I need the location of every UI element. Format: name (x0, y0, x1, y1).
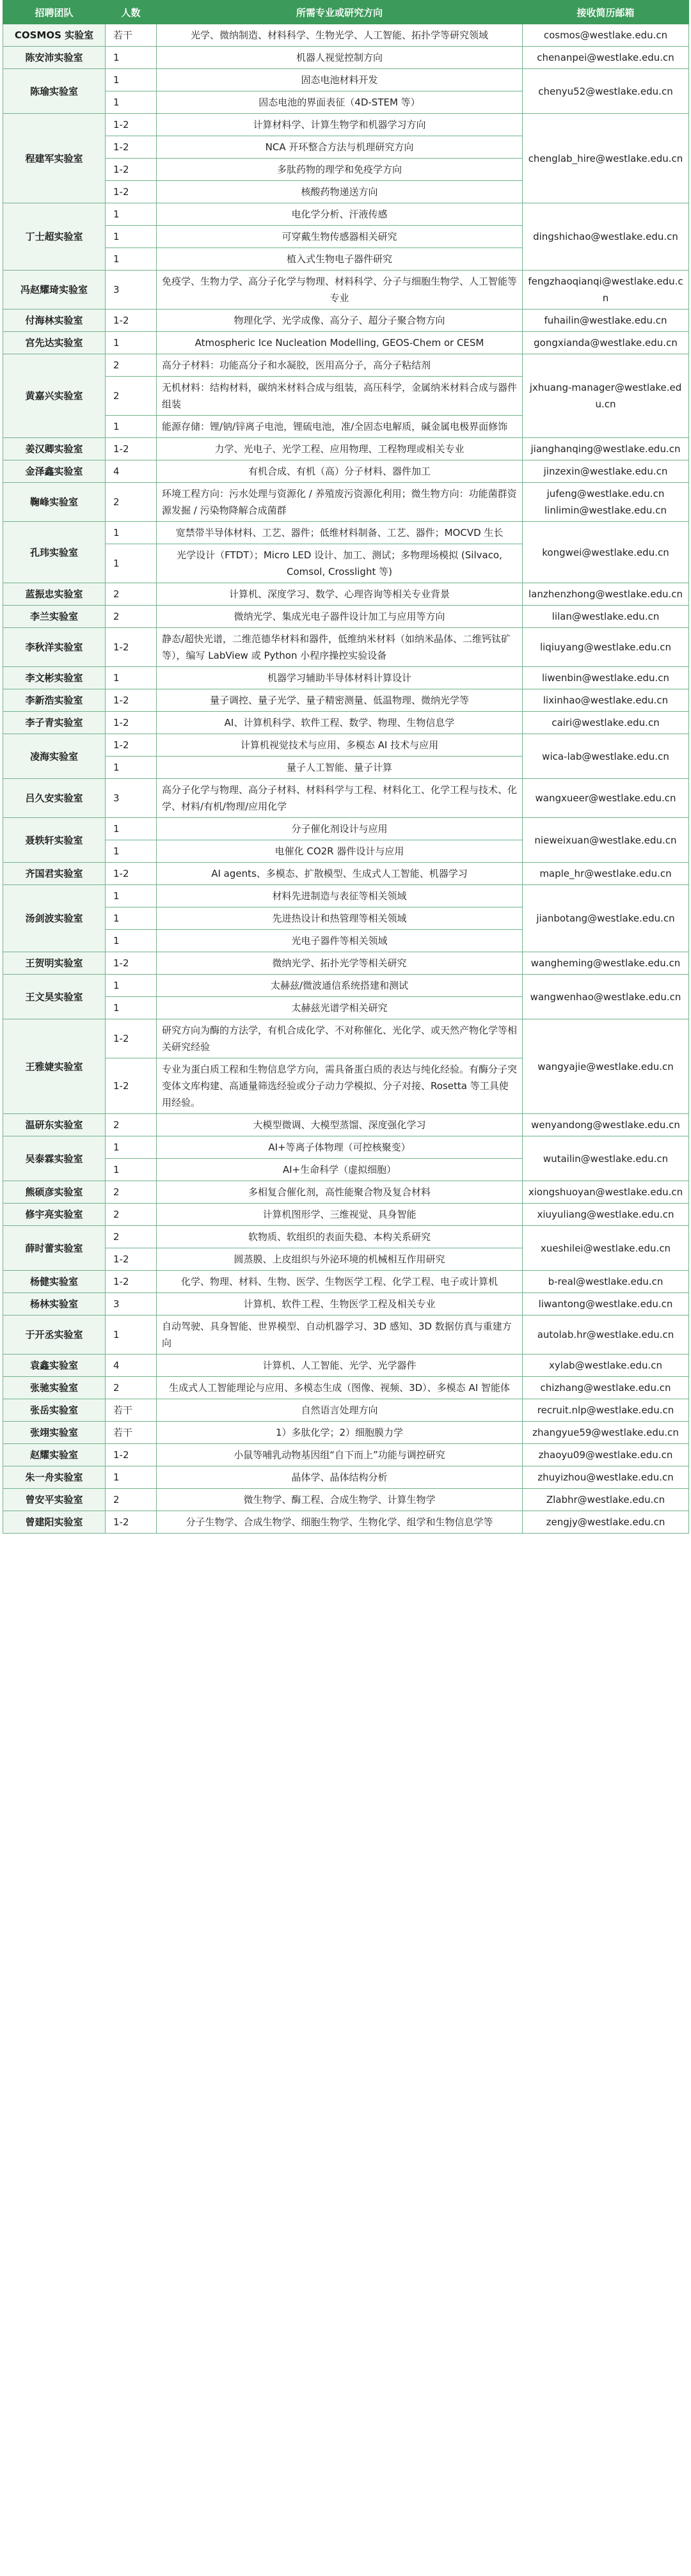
research-direction: 计算机、软件工程、生物医学工程及相关专业 (157, 1293, 523, 1315)
headcount: 2 (106, 1489, 157, 1511)
headcount: 1 (106, 930, 157, 952)
table-row (3, 438, 689, 460)
research-direction: 多相复合催化剂，高性能聚合物及复合材料 (157, 1181, 523, 1204)
headcount: 1 (106, 1159, 157, 1181)
research-direction: 专业为蛋白质工程和生物信息学方向，需具备蛋白质的表达与纯化经验。有酶分子突变体文库构建、高通量筛选经验或分子动力学模拟、分子对接、Rosetta 等工具使用经验。 (157, 1058, 523, 1114)
team-name: 姜汉卿实验室 (3, 438, 106, 460)
headcount: 2 (106, 583, 157, 606)
headcount: 1-2 (106, 159, 157, 181)
research-direction: NCA 开环整合方法与机理研究方向 (157, 136, 523, 159)
research-direction: 大模型微调、大模型蒸馏、深度强化学习 (157, 1114, 523, 1136)
contact-email[interactable]: chenglab_hire@westlake.edu.cn (523, 114, 689, 203)
table-row (3, 1355, 689, 1377)
contact-email[interactable]: wenyandong@westlake.edu.cn (523, 1114, 689, 1136)
contact-email[interactable]: wica-lab@westlake.edu.cn (523, 734, 689, 779)
research-direction: 多肽药物的理学和免疫学方向 (157, 159, 523, 181)
table-row (3, 885, 689, 907)
table-row (3, 1271, 689, 1293)
contact-email[interactable]: wutailin@westlake.edu.cn (523, 1136, 689, 1181)
research-direction: 计算机图形学、三维视觉、具身智能 (157, 1204, 523, 1226)
headcount: 1-2 (106, 1444, 157, 1466)
headcount: 1 (106, 757, 157, 779)
table-row (3, 975, 689, 997)
team-name: 李秋洋实验室 (3, 628, 106, 667)
team-name: 吕久安实验室 (3, 779, 106, 818)
headcount: 1-2 (106, 952, 157, 975)
research-direction: 环境工程方向：污水处理与资源化 / 养殖废污资源化利用；微生物方向：功能菌群资源发掘 / 污染物降解合成菌群 (157, 483, 523, 522)
contact-email[interactable]: maple_hr@westlake.edu.cn (523, 863, 689, 885)
research-direction: 微纳光学、拓扑光学等相关研究 (157, 952, 523, 975)
research-direction: 光学设计（FTDT）；Micro LED 设计、加工、测试；多物理场模拟 (Silvaco, Comsol, Crosslight 等) (157, 544, 523, 583)
table-row (3, 712, 689, 734)
research-direction: 分子生物学、合成生物学、细胞生物学、生物化学、组学和生物信息学等 (157, 1511, 523, 1534)
headcount: 1-2 (106, 1271, 157, 1293)
headcount: 1 (106, 997, 157, 1019)
headcount: 1 (106, 522, 157, 544)
contact-email[interactable]: lanzhenzhong@westlake.edu.cn (523, 583, 689, 606)
headcount: 1 (106, 47, 157, 69)
contact-email[interactable]: xiongshuoyan@westlake.edu.cn (523, 1181, 689, 1204)
team-name: 熊硕彦实验室 (3, 1181, 106, 1204)
contact-email[interactable]: jianbotang@westlake.edu.cn (523, 885, 689, 952)
team-name: 宫先达实验室 (3, 332, 106, 354)
research-direction: 可穿戴生物传感器相关研究 (157, 226, 523, 248)
headcount: 1 (106, 226, 157, 248)
contact-email[interactable]: zhaoyu09@westlake.edu.cn (523, 1444, 689, 1466)
header-team: 招聘团队 (3, 1, 106, 24)
team-name: 朱一舟实验室 (3, 1466, 106, 1489)
headcount: 3 (106, 271, 157, 310)
team-name: 付海林实验室 (3, 310, 106, 332)
contact-email[interactable]: nieweixuan@westlake.edu.cn (523, 818, 689, 863)
contact-email[interactable]: liwenbin@westlake.edu.cn (523, 667, 689, 689)
team-name: 鞠峰实验室 (3, 483, 106, 522)
table-header-row (3, 1, 689, 24)
table-row (3, 1226, 689, 1248)
contact-email[interactable]: chenanpei@westlake.edu.cn (523, 47, 689, 69)
table-row (3, 952, 689, 975)
research-direction: 电催化 CO2R 器件设计与应用 (157, 840, 523, 863)
table-row (3, 1315, 689, 1355)
team-name: 程建军实验室 (3, 114, 106, 203)
headcount: 1 (106, 818, 157, 840)
table-row (3, 734, 689, 757)
team-name: 薛时蕾实验室 (3, 1226, 106, 1271)
research-direction: 核酸药物递送方向 (157, 181, 523, 203)
team-name: 张岳实验室 (3, 1399, 106, 1422)
team-name: 李新浩实验室 (3, 689, 106, 712)
headcount: 2 (106, 1204, 157, 1226)
contact-email[interactable]: jxhuang-manager@westlake.edu.cn (523, 354, 689, 438)
table-row (3, 779, 689, 818)
table-row (3, 1422, 689, 1444)
headcount: 1-2 (106, 438, 157, 460)
contact-email[interactable]: xueshilei@westlake.edu.cn (523, 1226, 689, 1271)
table-row (3, 310, 689, 332)
table-row (3, 583, 689, 606)
headcount: 1-2 (106, 1019, 157, 1058)
table-row (3, 522, 689, 544)
table-row (3, 863, 689, 885)
table-row (3, 628, 689, 667)
headcount: 1 (106, 1136, 157, 1159)
contact-email[interactable]: wangheming@westlake.edu.cn (523, 952, 689, 975)
header-count: 人数 (106, 1, 157, 24)
headcount: 1-2 (106, 114, 157, 136)
team-name: 陈瑜实验室 (3, 69, 106, 114)
research-direction: 量子人工智能、量子计算 (157, 757, 523, 779)
table-row (3, 271, 689, 310)
contact-email[interactable]: zhuyizhou@westlake.edu.cn (523, 1466, 689, 1489)
headcount: 1-2 (106, 1058, 157, 1114)
contact-email[interactable]: Zlabhr@westlake.edu.cn (523, 1489, 689, 1511)
headcount: 1-2 (106, 712, 157, 734)
research-direction: 圆蒸膜、上皮组织与外泌环境的机械相互作用研究 (157, 1248, 523, 1271)
table-row (3, 1181, 689, 1204)
team-name: 李兰实验室 (3, 606, 106, 628)
recruitment-table (3, 0, 689, 1534)
research-direction: 计算机视觉技术与应用、多模态 AI 技术与应用 (157, 734, 523, 757)
team-name: 赵耀实验室 (3, 1444, 106, 1466)
research-direction: 化学、物理、材料、生物、医学、生物医学工程、化学工程、电子或计算机 (157, 1271, 523, 1293)
team-name: 金泽鑫实验室 (3, 460, 106, 483)
table-row (3, 1204, 689, 1226)
contact-email[interactable]: liwantong@westlake.edu.cn (523, 1293, 689, 1315)
table-row (3, 1489, 689, 1511)
research-direction: 光学、微纳制造、材料科学、生物光学、人工智能、拓扑学等研究领域 (157, 24, 523, 47)
team-name: 曾建阳实验室 (3, 1511, 106, 1534)
team-name: 修宇亮实验室 (3, 1204, 106, 1226)
headcount: 1 (106, 248, 157, 271)
headcount: 2 (106, 483, 157, 522)
headcount: 1-2 (106, 181, 157, 203)
contact-email[interactable]: jianghanqing@westlake.edu.cn (523, 438, 689, 460)
contact-email[interactable]: cairi@westlake.edu.cn (523, 712, 689, 734)
contact-email[interactable]: cosmos@westlake.edu.cn (523, 24, 689, 47)
table-body (3, 24, 689, 1534)
table-row (3, 483, 689, 522)
contact-email[interactable]: recruit.nlp@westlake.edu.cn (523, 1399, 689, 1422)
table-row (3, 1511, 689, 1534)
headcount: 1-2 (106, 628, 157, 667)
team-name: 李子青实验室 (3, 712, 106, 734)
team-name: 杨林实验室 (3, 1293, 106, 1315)
headcount: 1-2 (106, 310, 157, 332)
contact-email[interactable]: dingshichao@westlake.edu.cn (523, 203, 689, 271)
headcount: 1 (106, 975, 157, 997)
team-name: 王雅婕实验室 (3, 1019, 106, 1114)
research-direction: AI agents、多模态、扩散模型、生成式人工智能、机器学习 (157, 863, 523, 885)
research-direction: 机器人视觉控制方向 (157, 47, 523, 69)
table-row (3, 1019, 689, 1058)
team-name: 张驰实验室 (3, 1377, 106, 1399)
contact-email[interactable]: wangyajie@westlake.edu.cn (523, 1019, 689, 1114)
team-name: 杨健实验室 (3, 1271, 106, 1293)
research-direction: 软物质、软组织的表面失稳、本构关系研究 (157, 1226, 523, 1248)
table-row (3, 114, 689, 136)
team-name: 冯赵耀琦实验室 (3, 271, 106, 310)
headcount: 1 (106, 907, 157, 930)
team-name: 孔玮实验室 (3, 522, 106, 583)
table-row (3, 1293, 689, 1315)
research-direction: 1）多肽化学；2）细胞膜力学 (157, 1422, 523, 1444)
research-direction: Atmospheric Ice Nucleation Modelling, GEOS-Chem or CESM (157, 332, 523, 354)
table-row (3, 1466, 689, 1489)
research-direction: 小鼠等哺乳动物基因组“自下而上”功能与调控研究 (157, 1444, 523, 1466)
research-direction: 分子催化剂设计与应用 (157, 818, 523, 840)
headcount: 2 (106, 1181, 157, 1204)
research-direction: 材料先进制造与表征等相关领域 (157, 885, 523, 907)
headcount: 若干 (106, 1399, 157, 1422)
headcount: 1 (106, 1466, 157, 1489)
team-name: 于开丞实验室 (3, 1315, 106, 1355)
research-direction: 机器学习辅助半导体材料计算设计 (157, 667, 523, 689)
headcount: 2 (106, 606, 157, 628)
headcount: 1 (106, 544, 157, 583)
contact-email[interactable]: zengjy@westlake.edu.cn (523, 1511, 689, 1534)
research-direction: 微纳光学、集成光电子器件设计加工与应用等方向 (157, 606, 523, 628)
contact-email[interactable]: jufeng@westlake.edu.cn linlimin@westlake.edu.cn (523, 483, 689, 522)
research-direction: 计算材料学、计算生物学和机器学习方向 (157, 114, 523, 136)
research-direction: 生成式人工智能理论与应用、多模态生成（图像、视频、3D）、多模态 AI 智能体 (157, 1377, 523, 1399)
research-direction: 研究方向为酶的方法学，有机合成化学、不对称催化、光化学、或天然产物化学等相关研究经验 (157, 1019, 523, 1058)
research-direction: 能源存储：锂/钠/锌离子电池，锂硫电池，准/全固态电解质，碱金属电极界面修饰 (157, 416, 523, 438)
team-name: 袁鑫实验室 (3, 1355, 106, 1377)
headcount: 1-2 (106, 689, 157, 712)
contact-email[interactable]: chizhang@westlake.edu.cn (523, 1377, 689, 1399)
team-name: 丁士超实验室 (3, 203, 106, 271)
headcount: 1 (106, 667, 157, 689)
headcount: 3 (106, 779, 157, 818)
research-direction: 高分子材料：功能高分子和水凝胶，医用高分子，高分子粘结剂 (157, 354, 523, 377)
research-direction: 太赫兹/微波通信系统搭建和测试 (157, 975, 523, 997)
research-direction: 物理化学、光学成像、高分子、超分子聚合物方向 (157, 310, 523, 332)
table-row (3, 332, 689, 354)
research-direction: 力学、光电子、光学工程、应用物理、工程物理或相关专业 (157, 438, 523, 460)
headcount: 1 (106, 885, 157, 907)
headcount: 1 (106, 69, 157, 91)
contact-email[interactable]: wangxueer@westlake.edu.cn (523, 779, 689, 818)
contact-email[interactable]: jinzexin@westlake.edu.cn (523, 460, 689, 483)
contact-email[interactable]: xiuyuliang@westlake.edu.cn (523, 1204, 689, 1226)
headcount: 3 (106, 1293, 157, 1315)
headcount: 1 (106, 416, 157, 438)
team-name: 聂轶轩实验室 (3, 818, 106, 863)
research-direction: 计算机、深度学习、数学、心理咨询等相关专业背景 (157, 583, 523, 606)
headcount: 4 (106, 460, 157, 483)
table-row (3, 689, 689, 712)
research-direction: 免疫学、生物力学、高分子化学与物理、材料科学、分子与细胞生物学、人工智能等专业 (157, 271, 523, 310)
team-name: 温研东实验室 (3, 1114, 106, 1136)
headcount: 1 (106, 332, 157, 354)
table-row (3, 1444, 689, 1466)
headcount: 1-2 (106, 1248, 157, 1271)
headcount: 2 (106, 1377, 157, 1399)
table-row (3, 606, 689, 628)
research-direction: 自动驾驶、具身智能、世界模型、自动机器学习、3D 感知、3D 数据仿真与重建方向 (157, 1315, 523, 1355)
table-row (3, 1399, 689, 1422)
research-direction: 光电子器件等相关领域 (157, 930, 523, 952)
research-direction: 有机合成、有机（高）分子材料、器件加工 (157, 460, 523, 483)
research-direction: 量子调控、量子光学、量子精密测量、低温物理、微纳光学等 (157, 689, 523, 712)
table-row (3, 1136, 689, 1159)
research-direction: AI、计算机科学、软件工程、数学、物理、生物信息学 (157, 712, 523, 734)
team-name: 王文昊实验室 (3, 975, 106, 1019)
contact-email[interactable]: xylab@westlake.edu.cn (523, 1355, 689, 1377)
headcount: 1 (106, 1315, 157, 1355)
research-direction: 固态电池材料开发 (157, 69, 523, 91)
team-name: 黄嘉兴实验室 (3, 354, 106, 438)
team-name: 吴泰霖实验室 (3, 1136, 106, 1181)
research-direction: 宽禁带半导体材料、工艺、器件；低维材料制备、工艺、器件；MOCVD 生长 (157, 522, 523, 544)
headcount: 1-2 (106, 1511, 157, 1534)
table-row (3, 354, 689, 377)
contact-email[interactable]: chenyu52@westlake.edu.cn (523, 69, 689, 114)
team-name: 张翊实验室 (3, 1422, 106, 1444)
research-direction: 太赫兹光谱学相关研究 (157, 997, 523, 1019)
table-row (3, 47, 689, 69)
headcount: 2 (106, 354, 157, 377)
headcount: 2 (106, 1226, 157, 1248)
research-direction: 自然语言处理方向 (157, 1399, 523, 1422)
team-name: COSMOS 实验室 (3, 24, 106, 47)
team-name: 汤剑波实验室 (3, 885, 106, 952)
table-row (3, 460, 689, 483)
research-direction: 植入式生物电子器件研究 (157, 248, 523, 271)
table-row (3, 1114, 689, 1136)
contact-email[interactable]: zhangyue59@westlake.edu.cn (523, 1422, 689, 1444)
table-row (3, 667, 689, 689)
team-name: 王贺明实验室 (3, 952, 106, 975)
research-direction: 晶体学、晶体结构分析 (157, 1466, 523, 1489)
contact-email[interactable]: autolab.hr@westlake.edu.cn (523, 1315, 689, 1355)
team-name: 李文彬实验室 (3, 667, 106, 689)
team-name: 齐国君实验室 (3, 863, 106, 885)
research-direction: AI+生命科学（虚拟细胞） (157, 1159, 523, 1181)
headcount: 1-2 (106, 734, 157, 757)
research-direction: 电化学分析、汗液传感 (157, 203, 523, 226)
headcount: 1 (106, 840, 157, 863)
contact-email[interactable]: liqiuyang@westlake.edu.cn (523, 628, 689, 667)
research-direction: 无机材料：结构材料，碳纳米材料合成与组装，高压科学，金属纳米材料合成与器件组装 (157, 377, 523, 416)
research-direction: 微生物学、酶工程、合成生物学、计算生物学 (157, 1489, 523, 1511)
contact-email[interactable]: fengzhaoqianqi@westlake.edu.cn (523, 271, 689, 310)
research-direction: 先进热设计和热管理等相关领域 (157, 907, 523, 930)
team-name: 曾安平实验室 (3, 1489, 106, 1511)
contact-email[interactable]: kongwei@westlake.edu.cn (523, 522, 689, 583)
headcount: 2 (106, 377, 157, 416)
headcount: 1-2 (106, 863, 157, 885)
headcount: 若干 (106, 1422, 157, 1444)
headcount: 若干 (106, 24, 157, 47)
contact-email[interactable]: fuhailin@westlake.edu.cn (523, 310, 689, 332)
research-direction: AI+等离子体物理（可控核聚变） (157, 1136, 523, 1159)
headcount: 2 (106, 1114, 157, 1136)
table-row (3, 69, 689, 91)
table-row (3, 24, 689, 47)
research-direction: 静态/超快光谱，二维范德华材料和器件，低维纳米材料（如纳米晶体、二维钙钛矿等），编写 LabView 或 Python 小程序操控实验设备 (157, 628, 523, 667)
research-direction: 计算机、人工智能、光学、光学器件 (157, 1355, 523, 1377)
contact-email[interactable]: b-real@westlake.edu.cn (523, 1271, 689, 1293)
contact-email[interactable]: lixinhao@westlake.edu.cn (523, 689, 689, 712)
table-row (3, 203, 689, 226)
headcount: 1-2 (106, 136, 157, 159)
contact-email[interactable]: wangwenhao@westlake.edu.cn (523, 975, 689, 1019)
team-name: 陈安沛实验室 (3, 47, 106, 69)
table-row (3, 1377, 689, 1399)
team-name: 蓝振忠实验室 (3, 583, 106, 606)
research-direction: 固态电池的界面表征（4D-STEM 等） (157, 91, 523, 114)
headcount: 1 (106, 91, 157, 114)
table-row (3, 818, 689, 840)
team-name: 凌海实验室 (3, 734, 106, 779)
contact-email[interactable]: lilan@westlake.edu.cn (523, 606, 689, 628)
research-direction: 高分子化学与物理、高分子材料、材料科学与工程、材料化工、化学工程与技术、化学、材料/有机/物理/应用化学 (157, 779, 523, 818)
contact-email[interactable]: gongxianda@westlake.edu.cn (523, 332, 689, 354)
headcount: 1 (106, 203, 157, 226)
headcount: 4 (106, 1355, 157, 1377)
header-email: 接收简历邮箱 (523, 1, 689, 24)
header-direction: 所需专业或研究方向 (157, 1, 523, 24)
